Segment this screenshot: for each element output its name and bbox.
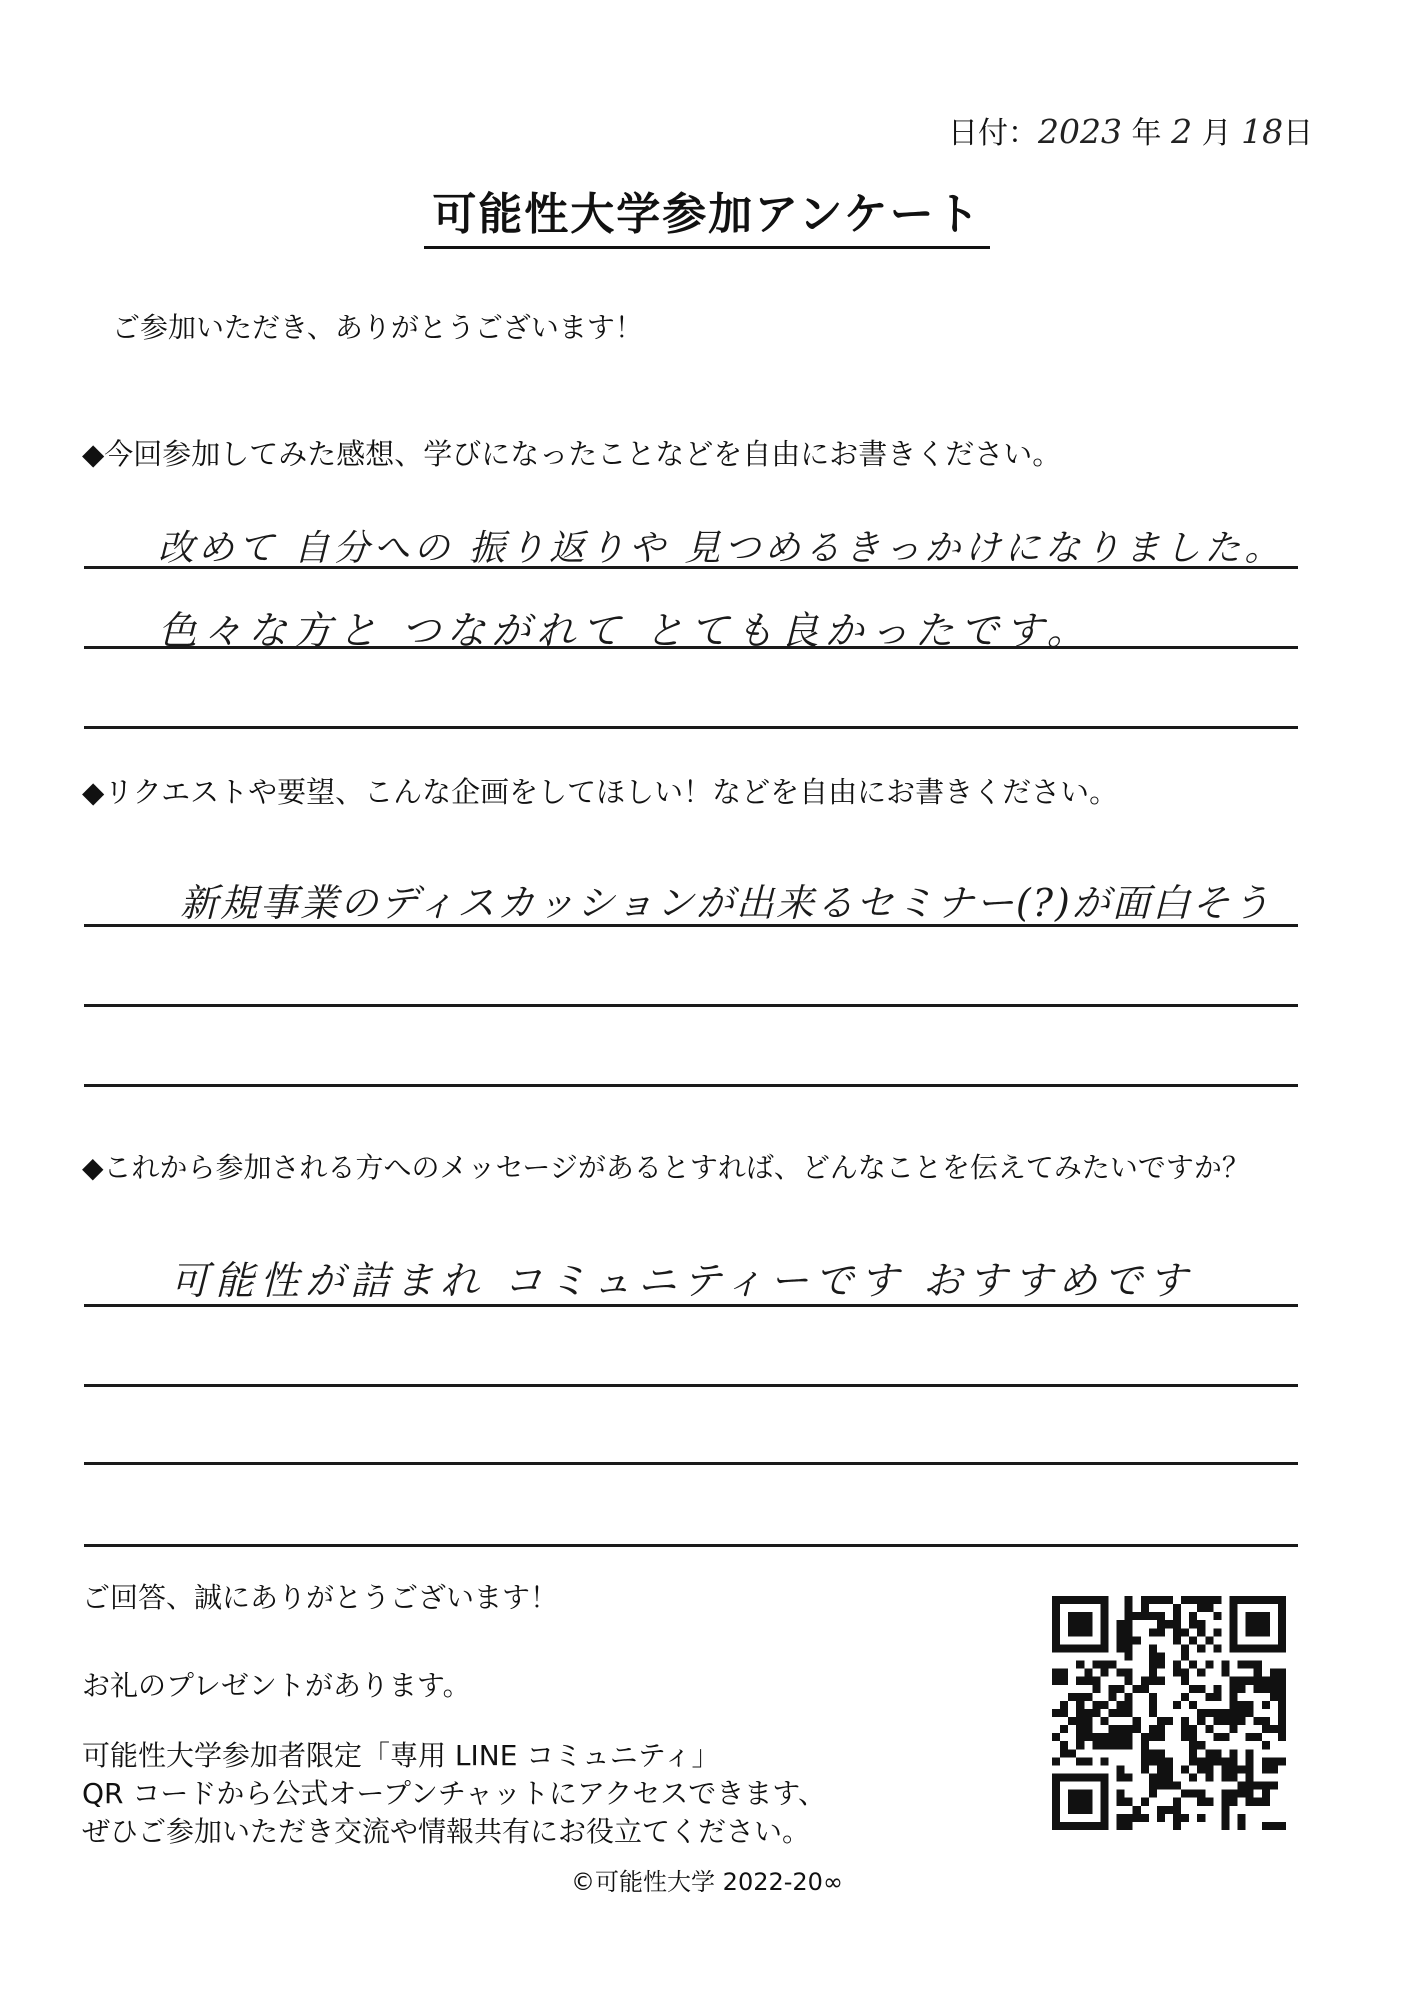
footer-line-community: 可能性大学参加者限定「専用 LINE コミュニティ」 <box>82 1739 720 1772</box>
answer-1-rule-1 <box>84 566 1298 569</box>
answer-3-rule-3 <box>84 1462 1298 1465</box>
page-title <box>0 178 1414 242</box>
question-1: ◆今回参加してみた感想、学びになったことなどを自由にお書きください。 <box>82 437 1062 471</box>
footer-line-join: ぜひご参加いただき交流や情報共有にお役立てください。 <box>82 1815 811 1848</box>
greeting-text: ご参加いただき、ありがとうございます！ <box>112 311 643 344</box>
answer-2-rule-2 <box>84 1004 1298 1007</box>
question-3: ◆これから参加される方へのメッセージがあるとすれば、どんなことを伝えてみたいですか？ <box>82 1151 1250 1184</box>
answer-3-line-1[interactable]: 可能性が詰まれ コミュニティーです おすすめです <box>170 1259 1194 1304</box>
answer-2-rule-1 <box>84 924 1298 927</box>
answer-1-rule-3 <box>84 726 1298 729</box>
question-2: ◆リクエストや要望、こんな企画をしてほしい！などを自由にお書きください。 <box>82 775 1119 809</box>
answer-3-rule-2 <box>84 1384 1298 1387</box>
answer-2-rule-3 <box>84 1084 1298 1087</box>
answer-1-line-1[interactable]: 改めて 自分への 振り返りや 見つめるきっかけになりました。 <box>158 528 1285 569</box>
answer-1-rule-2 <box>84 646 1298 649</box>
date-month: 2 <box>1171 112 1193 151</box>
date-year-unit: 年 <box>1131 116 1162 151</box>
date-day-unit: 日 <box>1283 116 1314 151</box>
answer-3-rule-1 <box>84 1304 1298 1307</box>
footer-thanks: ご回答、誠にありがとうございます！ <box>82 1581 559 1614</box>
copyright: ©可能性大学 2022-20∞ <box>571 1868 843 1896</box>
answer-3-rule-4 <box>84 1544 1298 1547</box>
date-field <box>948 108 1313 152</box>
date-day: 18 <box>1241 112 1284 151</box>
date-month-unit: 月 <box>1201 116 1232 151</box>
page-title-text: 可能性大学参加アンケート <box>424 189 989 249</box>
answer-1-line-2[interactable]: 色々な方と つながれて とても良かったです。 <box>158 609 1092 654</box>
answer-2-line-1[interactable]: 新規事業のディスカッションが出来るセミナー(?)が面白そう <box>180 881 1272 925</box>
footer-present: お礼のプレゼントがあります。 <box>82 1669 471 1702</box>
date-year: 2023 <box>1038 112 1122 151</box>
date-label: 日付： <box>948 116 1038 151</box>
footer-line-qr: QR コードから公式オープンチャットにアクセスできます、 <box>82 1777 826 1810</box>
qr-code-icon[interactable] <box>1052 1596 1286 1830</box>
